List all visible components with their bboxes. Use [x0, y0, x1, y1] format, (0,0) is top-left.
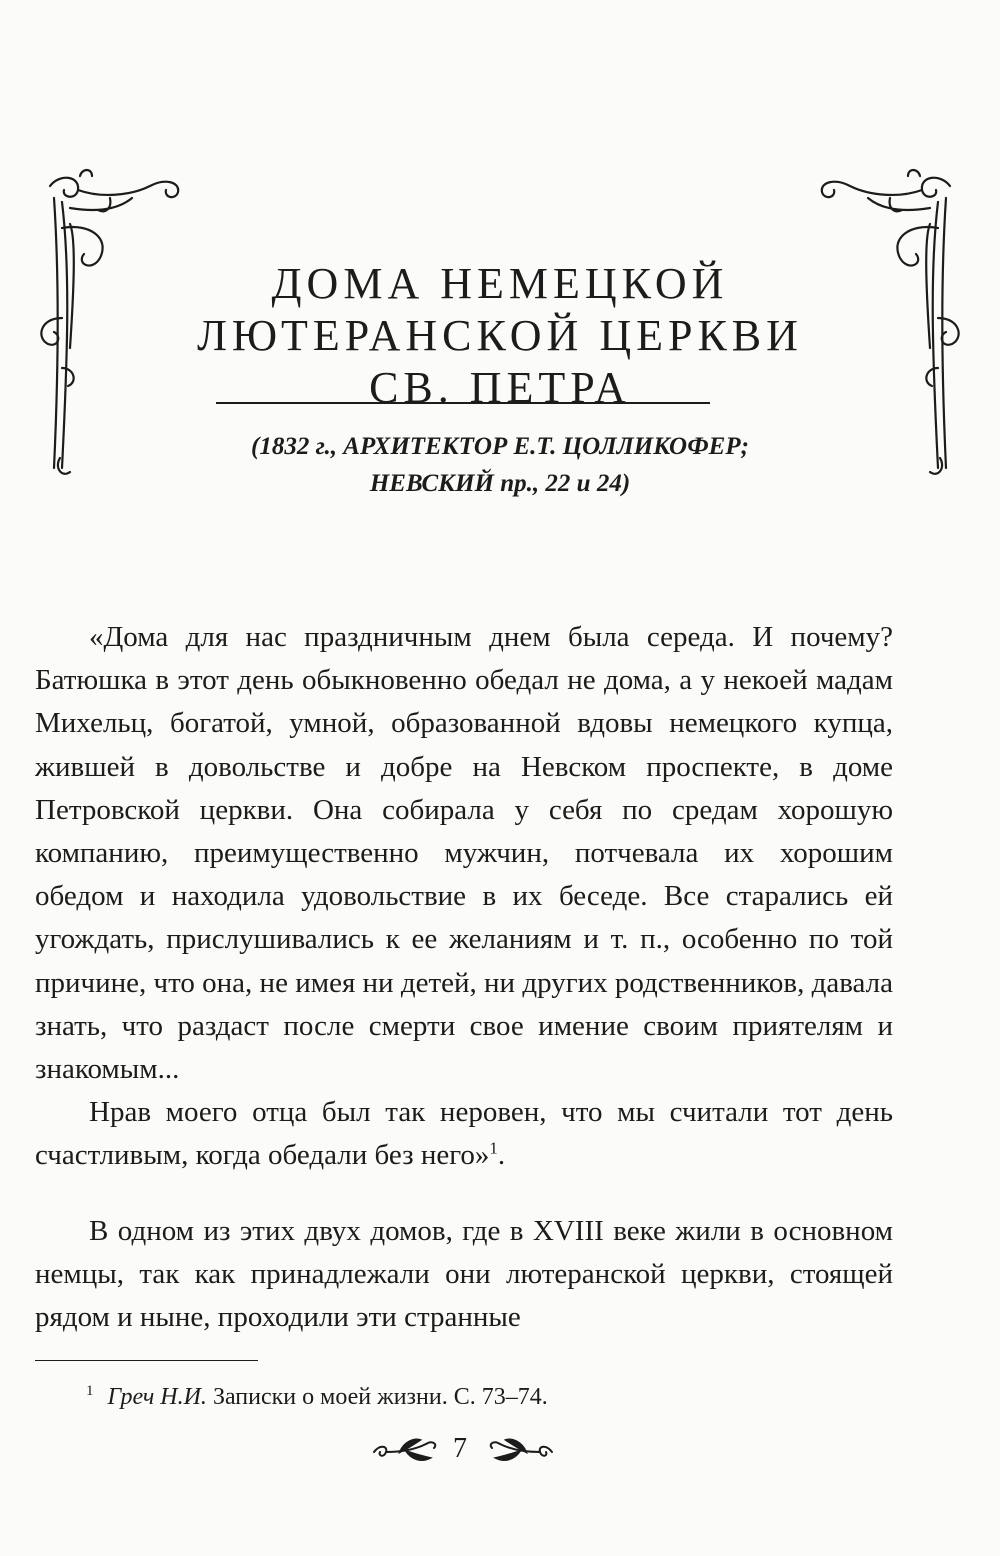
footnote-author: Греч Н.И. — [107, 1384, 207, 1410]
folio — [0, 1430, 1000, 1470]
paragraph: Нрав моего отца был так неровен, что мы считали тот день счастливым, когда обедали без него»$^1$. — [35, 1096, 893, 1172]
page-number: 7 — [453, 1433, 467, 1464]
paragraph-text: Нрав моего отца был так неровен, что мы считали тот день счастливым, когда обедали без него» — [35, 1096, 893, 1172]
title-divider — [216, 402, 710, 404]
footnote — [86, 1376, 548, 1412]
chapter-title — [150, 258, 850, 414]
chapter-subtitle-line: НЕВСКИЙ пр., 22 и 24) — [369, 470, 631, 497]
paragraph: «Дома для нас праздничным днем была середа. И почему? Батюшка в этот день обыкновенно обедал не дома, а у некоей мадам Михельц, богатой, умной, образованной вдовы немецкого купца, жившей в довольстве и добре на Невском проспекте, в доме Петровской церкви. Она собирала у себя по средам хорошую компанию, преимущественно мужчин, потчевала их хорошим обедом и находила удовольствие в их беседе. Все старались ей угождать, прислушивались к ее желаниям и т. п., особенно по той причине, что она, не имея ни детей, ни других родственников, давала знать, что раздаст после смерти свое имение своим приятелям и знакомым... — [35, 621, 893, 1086]
paragraph: В одном из этих двух домов, где в XVIII веке жили в основном немцы, так как принадлежали они лютеранской церкви, стоящей рядом и ныне, проходили эти странные — [35, 1214, 893, 1334]
chapter-title-line: ДОМА НЕМЕЦКОЙ — [271, 259, 729, 308]
body-text — [35, 616, 893, 1339]
footnote-reference[interactable]: 1 — [489, 1138, 498, 1158]
chapter-subtitle-line: (1832 г., АРХИТЕКТОР Е.Т. ЦОЛЛИКОФЕР; — [251, 433, 749, 460]
leaf-flourish-icon — [486, 1434, 556, 1466]
footnote-marker: 1 — [86, 1383, 94, 1399]
leaf-flourish-icon — [370, 1434, 440, 1466]
chapter-title-line: ЛЮТЕРАНСКОЙ ЦЕРКВИ — [197, 311, 803, 360]
chapter-title-line: СВ. ПЕТРА — [369, 363, 631, 412]
footnote-text: Записки о моей жизни. С. 73–74. — [212, 1384, 548, 1410]
footnote-divider — [35, 1360, 258, 1361]
chapter-subtitle — [150, 428, 850, 502]
